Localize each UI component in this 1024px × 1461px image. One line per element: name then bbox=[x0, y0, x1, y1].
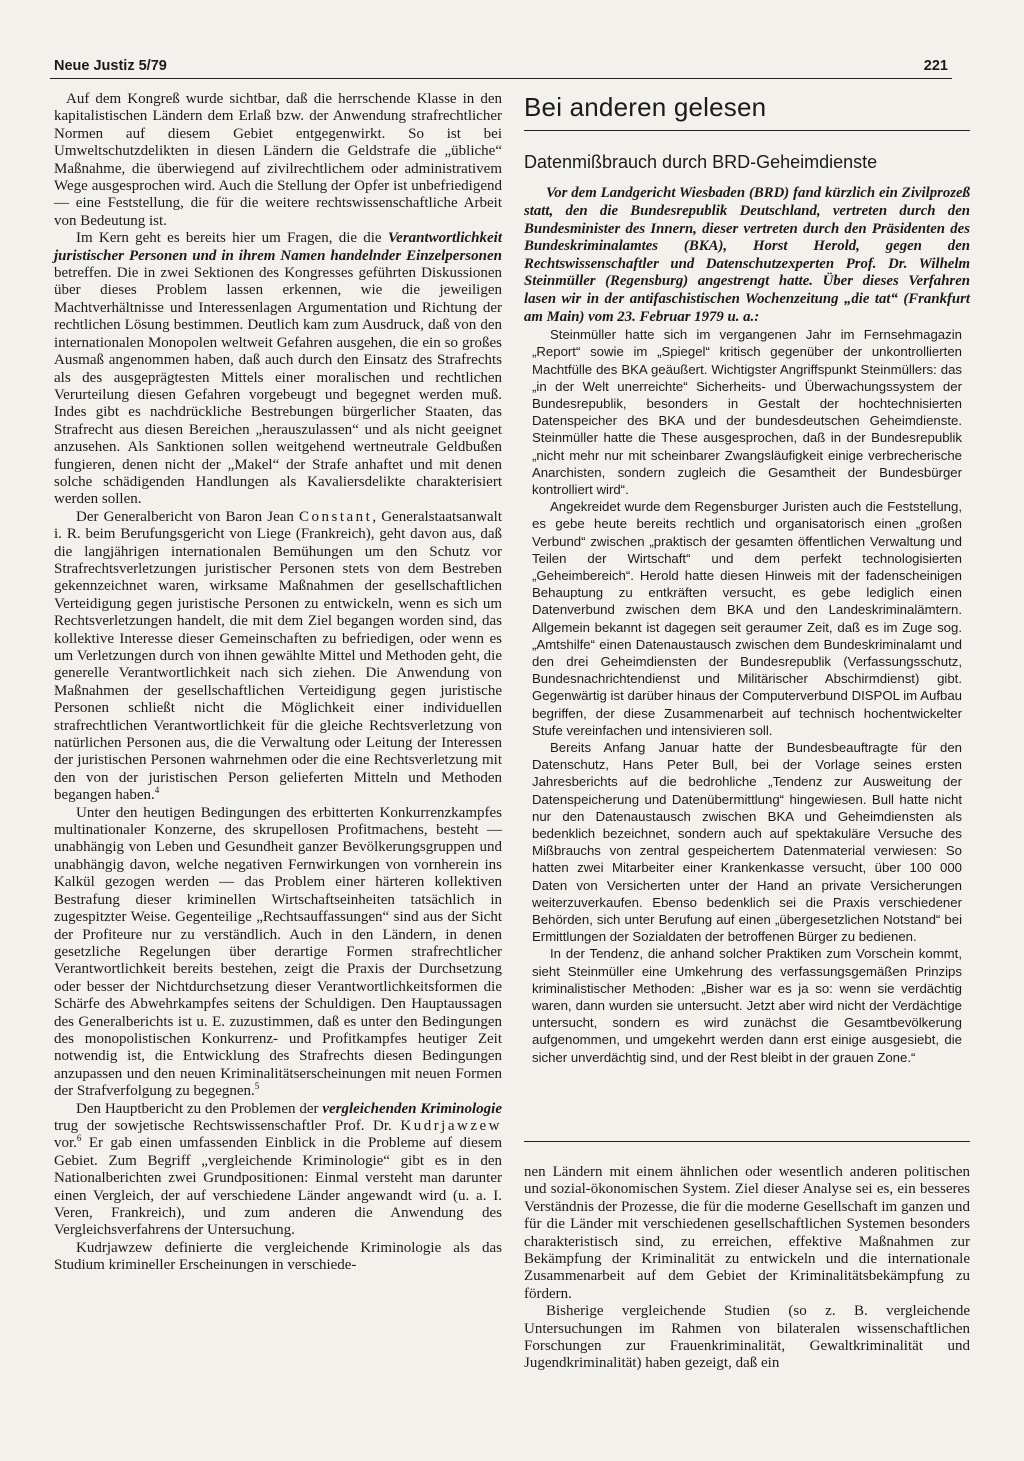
paragraph bbox=[54, 1101, 502, 1240]
text-run: vor. bbox=[54, 1135, 77, 1152]
paragraph bbox=[54, 805, 502, 1101]
paragraph: Bereits Anfang Januar hatte der Bundesbeauftragte für den Datenschutz, Hans Peter Bull, bei der Vorlage seines ersten Jahresberichts auf die bedrohliche „Tendenz zur Ausweitung der Datenspeicherung und Datenübermittlung“ hingewiesen. Bull hatte nicht nur den Datenaustausch zwischen BKA und Geheimdiensten als bedenklich bezeichnet, sondern auch auf spektakuläre Versuche des Mißbrauchs von zentral gespeichertem Datenmaterial verwiesen: So hatten zwei Mitarbeiter einer Krankenkasse versucht, über 100 000 Daten von Versicherten unter der Hand an private Versicherungen weiterzuverkaufen. Ebenso bedenklich sei die Praxis verschiedener Behörden, sich unter Berufung auf einen „übergesetzlichen Notstand“ bei Ermittlungen der Sozialdaten der betroffenen Bürger zu bedienen. bbox=[532, 740, 962, 945]
footnote-marker: 6 bbox=[76, 1133, 82, 1144]
running-header bbox=[50, 56, 952, 79]
article-title: Datenmißbrauch durch BRD-Geheimdienste bbox=[524, 152, 878, 173]
person-name: Kudrjawzew bbox=[400, 1117, 502, 1134]
paragraph bbox=[54, 509, 502, 805]
paragraph: nen Ländern mit einem ähnlichen oder wesentlich anderen politischen und sozial-ökonomischen System. Ziel dieser Analyse sei es, ein besseres Verständnis der Prozesse, die für die moderne Gesellschaft im ganzen und für die Länder mit verschiedenen gesellschaftlichen Systemen besonders charakteristisch sind, zu erreichen, effektive Maßnahmen zur Bekämpfung der Kriminalität zu entwickeln und die internationale Zusammenarbeit auf dem Gebiet der Kriminalitätsbekämpfung zu fördern. bbox=[524, 1164, 970, 1302]
text-run: Er gab einen umfassenden Einblick in die Probleme auf diesem Gebiet. Zum Begriff „vergleichende Kriminologie“ gibt es in den Nationalberichten zwei Grundpositionen: Einmal versteht man darunter einen Vergleich, der auf verschiedene Länder angewandt wird (u. a. I. Veren, Frankreich), und zum anderen die Anwendung des Vergleichsverfahrens der Untersuchung. bbox=[54, 1135, 502, 1239]
footnote-marker: 5 bbox=[254, 1081, 260, 1092]
article-end-rule bbox=[524, 1141, 970, 1142]
paragraph bbox=[54, 230, 502, 509]
paragraph: In der Tendenz, die anhand solcher Praktiken zum Vorschein kommt, sieht Steinmüller eine Umkehrung des verfassungsgemäßen Prinzips kriminalistischer Methoden: „Bisher war es ja so: wenn sie verdächtig waren, dann wurden sie untersucht. Jetzt aber wird nicht der Verdächtige untersucht, sondern es wird zunächst die Gesamtbevölkerung aufgenommen, und umgekehrt werden dann erst einige ausgesiebt, die sicher unverdächtig sind, und der Rest bleibt in der grauen Zone.“ bbox=[532, 946, 962, 1065]
journal-issue: Neue Justiz 5/79 bbox=[54, 58, 167, 74]
paragraph: Angekreidet wurde dem Regensburger Juristen auch die Feststellung, es gebe heute bereits rechtlich und organisatorisch einen „großen Verbund“ zwischen „praktisch der gesamten öffentlichen Verwaltung und Teilen der Wirtschaft“ und dem perfekt technologisierten „Geheimbereich“. Herold hatte diesen Hinweis mit der fadenscheinigen Behauptung zu entkräften versucht, es gebe lediglich einen Datenverbund zwischen dem BKA und den Landeskriminalämtern. Allgemein bekannt ist dagegen seit geraumer Zeit, daß es im Zuge sog. „Amtshilfe“ einen Datenaustausch zwischen dem Bundeskriminalamt und den drei Geheimdiensten der Bundesrepublik (Verfassungsschutz, Bundesnachrichtendienst und Militärischer Abschirmdienst) gibt. Gegenwärtig ist darüber hinaus der Computerverbund DISPOL im Aufbau begriffen, der diese Zusammenarbeit auf technisch hochentwickelter Stufe vereinfachen und intensivieren soll. bbox=[532, 499, 962, 738]
footnote-marker: 4 bbox=[154, 785, 160, 796]
emphasis: Verantwortlichkeit juristischer Personen und in ihrem Namen handelnder Einzelpersonen bbox=[54, 230, 502, 264]
person-name: Constant bbox=[299, 508, 373, 525]
paragraph: Bisherige vergleichende Studien (so z. B. vergleichende Untersuchungen im Rahmen von bilateralen wissenschaftlichen Forschungen zur Frauenkriminalität, Gewaltkriminalität und Jugendkriminalität) haben gezeigt, daß ein bbox=[524, 1303, 970, 1372]
right-column-bottom bbox=[524, 1164, 970, 1373]
paragraph: Auf dem Kongreß wurde sichtbar, daß die herrschende Klasse in den kapitalistischen Ländern dem Erlaß bzw. der Anwendung strafrechtlicher Normen auf diesem Gebiet entgegenwirkt. So ist bei Umweltschutzdelikten in diesen Ländern die Geldstrafe die „übliche“ Maßnahme, die überwiegend auf zivilrechtlichem oder administrativem Wege ausgesprochen wird. Auch die Stellung der Opfer ist unbefriedigend — eine Feststellung, die für die weitere rechtswissenschaftliche Arbeit von Bedeutung ist. bbox=[54, 91, 502, 229]
page-number: 221 bbox=[923, 58, 948, 74]
text-run: trug der sowjetische Rechtswissenschaftler Prof. Dr. bbox=[54, 1117, 401, 1134]
section-title: Bei anderen gelesen bbox=[524, 92, 767, 122]
emphasis: vergleichenden Kriminologie bbox=[322, 1100, 502, 1117]
text-run: Den Hauptbericht zu den Problemen der bbox=[76, 1100, 323, 1117]
text-run: Unter den heutigen Bedingungen des erbitterten Konkurrenzkampfes multinationaler Konzerne, des skrupellosen Profitmachens, besteht — unabhängig von Leben und Gesundheit ganzer Bevölkerungsgruppen und unabhängig davon, welche negativen Fernwirkungen von vornherein ins Kalkül gezogen werden — das Problem einer härteren kollektiven Bestrafung dieser kriminellen Wirtschaftseinheiten tatsächlich in zugespitzter Weise. Gegenteilige „Rechtsauffassungen“ sind aus der Sicht der Profiteure nur zu verständlich. Auch in den Ländern, in denen gesetzliche Regelungen über derartige Formen strafrechtlicher Verantwortlichkeit bereits bestehen, zeigt die Praxis der Durchsetzung oder besser der Nichtdurchsetzung dieser Verantwortlichkeitsformen die Schärfe des Abwehrkampfes seitens der Schuldigen. Den Hauptaussagen des Generalberichts ist u. E. zuzustimmen, daß es unter den Bedingungen des monopolistischen Konkurrenz- und Profitkampfes heutiger Zeit notwendig ist, die Entwicklung des Strafrechts diesen Bedingungen anzupassen und den neuen Kriminalitätserscheinungen mit neuen Formen der Strafverfolgung zu begegnen. bbox=[54, 804, 502, 1100]
text-run: Der Generalbericht von Baron Jean bbox=[76, 508, 299, 525]
left-column bbox=[54, 91, 502, 1275]
quoted-article bbox=[524, 326, 970, 1066]
article-intro: Vor dem Landgericht Wiesbaden (BRD) fand kürzlich ein Zivilprozeß statt, den die Bundesrepublik Deutschland, vertreten durch den Bundesminister des Innern, dieser vertreten durch den Präsidenten des Bundeskriminalamtes (BKA), Horst Herold, gegen den Rechtswissenschaftler und Datenschutzexperten Prof. Dr. Wilhelm Steinmüller (Regensburg) angestrengt hatte. Über dieses Verfahren lasen wir in der antifaschistischen Wochenzeitung „die tat“ (Frankfurt am Main) vom 23. Februar 1979 u. a.: bbox=[524, 185, 970, 325]
text-run: , Generalstaatsanwalt i. R. beim Berufungsgericht von Liege (Frankreich), geht davon aus, daß die langjährigen internationalen Bemühungen um den Schutz vor Strafrechtsverletzungen juristischer Personen stets von dem Bestreben gekennzeichnet waren, wirksame Maßnahmen der gesellschaftlichen Verteidigung gegen juristische Personen zu entwickeln, wenn es sich um Rechtsverletzungen handelt, die mit dem Ziel begangen worden sind, das kollektive Interesse dieser Gemeinschaften zu befriedigen, oder wenn es um Verletzungen durch von ihnen gewählte Mittel und Methoden geht, die generelle Verantwortlichkeit nach sich ziehen. Die Anwendung von Maßnahmen der gesellschaftlichen Verteidigung gegen juristische Personen schließt nicht die Möglichkeit einer individuellen strafrechtlichen Verantwortlichkeit für die gleiche Rechtsverletzung von natürlichen Personen aus, die die Verwaltung oder Leitung der Interessen der juristischen Personen wahrnehmen oder die eine Rechtsverletzung mit den von der juristischen Person gelieferten Mitteln und Methoden begangen haben. bbox=[54, 508, 502, 804]
section-rule bbox=[524, 130, 970, 131]
paragraph: Steinmüller hatte sich im vergangenen Jahr im Fernsehmagazin „Report“ sowie im „Spiegel“ kritisch gegenüber der unkontrollierten Machtfülle des BKA geäußert. Wichtigster Angriffspunkt Steinmüllers: das „in der Welt unerreichte“ Sicherheits- und Überwachungssystem der Bundesrepublik, besonders in Gestalt der hochtechnisierten Datenspeicher des BKA und der bundesdeutschen Geheimdienste. Steinmüller hatte die These ausgesprochen, daß in der Bundesrepublik „nicht mehr nur mit scheinbarer Zwangsläufigkeit einige verbrecherische Anarchisten, sondern zugleich die Gesamtheit der Bundesbürger kontrolliert wird“. bbox=[532, 327, 962, 497]
right-column-top bbox=[524, 92, 970, 1066]
paragraph: Kudrjawzew definierte die vergleichende Kriminologie als das Studium krimineller Erscheinungen in verschiede- bbox=[54, 1239, 502, 1274]
text-run: betreffen. Die in zwei Sektionen des Kongresses geführten Diskussionen über dieses Problem lassen erkennen, wie die jeweiligen Machtverhältnisse und Interessenlagen Argumentation und Richtung der rechtlichen Lösung bestimmen. Deutlich kam zum Ausdruck, daß von den internationalen Monopolen weltweit Gefahren ausgehen, die ein so großes Ausmaß angenommen haben, daß auch durch den Einsatz des Strafrechts als des ausgeprägtesten Mittels einer moralischen und rechtlichen Verurteilung diesen Gefahren vorgebeugt und begegnet werden muß. Indes gibt es nachdrückliche Bestrebungen bürgerlicher Staaten, das Strafrecht aus diesen Bereichen „herauszulassen“ und als nicht geeignet anzusehen. Als Sanktionen sollen weitgehend wertneutrale Geldbußen fungieren, denen nicht der „Makel“ der Strafe anhaftet und mit denen solche schädigenden Handlungen als Kavaliersdelikte charakterisiert werden sollen. bbox=[54, 265, 502, 508]
text-run: Im Kern geht es bereits hier um Fragen, die die bbox=[76, 230, 388, 247]
